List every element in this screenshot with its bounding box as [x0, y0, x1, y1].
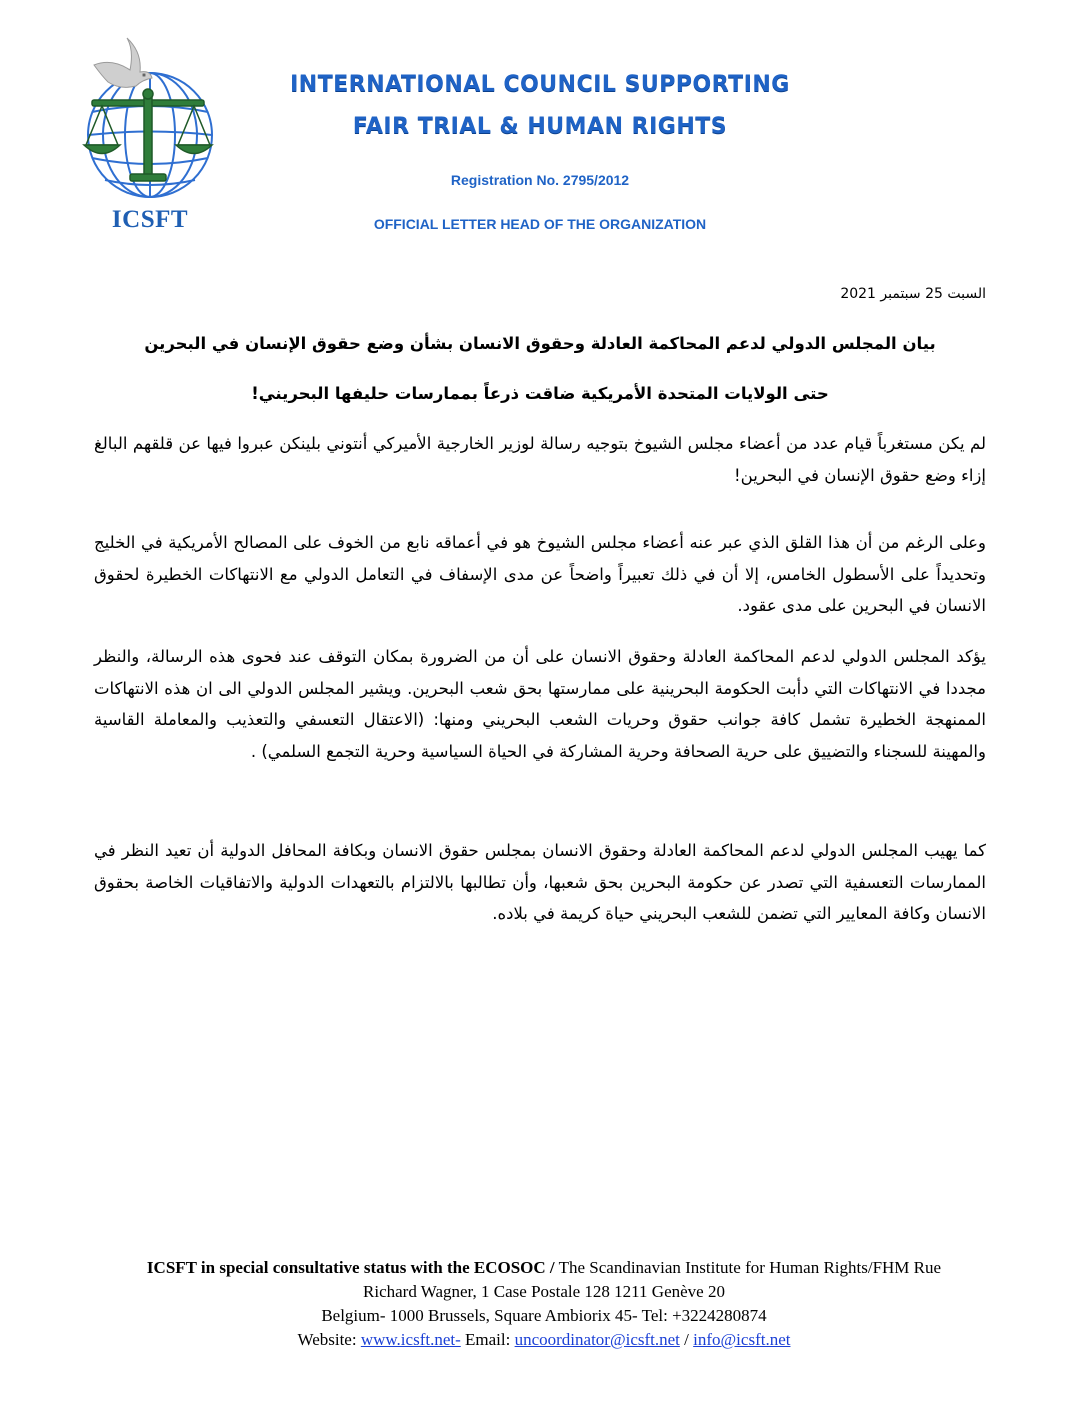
org-name-line2: FAIR TRIAL & HUMAN RIGHTS — [352, 114, 728, 139]
footer-consultative-status: ICSFT in special consultative status with the ECOSOC / — [146, 1258, 555, 1277]
footer-website-label: Website: — [297, 1330, 361, 1349]
email-link-info[interactable]: info@icsft.net — [693, 1330, 791, 1349]
footer-email-label: Email: — [460, 1330, 515, 1349]
globe-scales-dove-icon — [72, 30, 222, 205]
registration-number: Registration No. 2795/2012 — [450, 172, 630, 188]
footer-address-line1: The Scandinavian Institute for Human Rights/FHM Rue Richard Wagner, 1 Case Postale 128 1211 Genève 20 — [363, 1258, 942, 1301]
org-name-line1: INTERNATIONAL COUNCIL SUPPORTING — [290, 72, 790, 97]
letterhead-label: OFFICIAL LETTER HEAD OF THE ORGANIZATION — [373, 216, 707, 232]
paragraph-2: وعلى الرغم من أن هذا القلق الذي عبر عنه أعضاء مجلس الشيوخ هو في أعماقه نابع من الخوف على المصالح الأمريكية في الخليج وتحديداً على الأسطول الخامس، إلا أن في ذلك تعبيراً واضحاً عن مدى الإسفاف في التعامل الدولي مع الانتهاكات الخطيرة لحقوق الانسان في البحرين على مدى عقود. — [94, 533, 986, 615]
footer — [120, 1256, 968, 1352]
icsft-logo — [72, 30, 222, 235]
logo-wordmark: ICSFT — [111, 206, 189, 233]
letter-heading-2: حتى الولايات المتحدة الأمريكية ضاقت ذرعاً بممارسات حليفها البحريني! — [251, 384, 829, 403]
website-link[interactable]: www.icsft.net- — [360, 1330, 461, 1349]
email-link-uncoordinator[interactable]: uncoordinator@icsft.net — [514, 1330, 680, 1349]
letter-heading-1: بيان المجلس الدولي لدعم المحاكمة العادلة وحقوق الانسان بشأن وضع حقوق الإنسان في البحرين — [144, 334, 936, 353]
footer-separator: / — [679, 1330, 694, 1349]
paragraph-4: كما يهيب المجلس الدولي لدعم المحاكمة العادلة وحقوق الانسان بمجلس حقوق الانسان وبكافة المحافل الدولية أن تعيد النظر في الممارسات التعسفية التي تصدر عن حكومة البحرين بحق شعبها، وأن تطالبها بالالتزام بالتعهدات الدولية والاتفاقيات الخاصة بحقوق الانسان وكافة المعايير التي تضمن للشعب البحريني حياة كريمة في بلاده. — [94, 841, 986, 923]
paragraph-3: يؤكد المجلس الدولي لدعم المحاكمة العادلة وحقوق الانسان على أن من الضرورة بمكان التوقف عند فحوى هذه الرسالة، والنظر مجددا في الانتهاكات التي دأبت الحكومة البحرينية على ممارستها بحق شعب البحرين. ويشير المجلس الدولي الى ان هذه الانتهاكات الممنهجة الخطيرة تشمل كافة جوانب حقوق وحريات الشعب البحريني ومنها: (الاعتقال التعسفي والتعذيب والمعاملة القاسية والمهينة للسجناء والتضييق على حرية الصحافة وحرية المشاركة في الحياة السياسية وحرية التجمع السلمي) . — [94, 647, 986, 761]
footer-address-line2: Belgium- 1000 Brussels, Square Ambiorix 45- Tel: +3224280874 — [321, 1306, 767, 1325]
paragraph-1: لم يكن مستغرباً قيام عدد من أعضاء مجلس الشيوخ بتوجيه رسالة لوزير الخارجية الأميركي أنتوني بلينكن عبروا فيها عن قلقهم البالغ إزاء وضع حقوق الإنسان في البحرين! — [94, 434, 986, 485]
letter-date: السبت 25 سبتمبر 2021 — [840, 286, 986, 302]
